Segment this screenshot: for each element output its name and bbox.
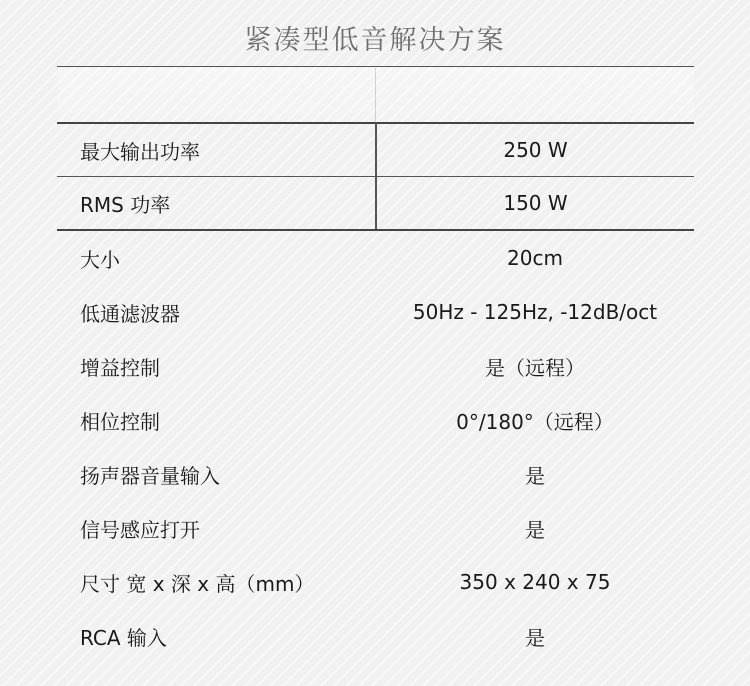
faded-column-divider: [375, 68, 376, 122]
spec-value: 是: [525, 517, 545, 542]
spec-value: 150 W: [376, 177, 694, 231]
spec-value: 0°/180°（远程）: [456, 409, 614, 434]
spec-value: 是（远程）: [485, 355, 585, 380]
spec-value: 是: [525, 625, 545, 650]
table-row: [57, 609, 694, 663]
faded-header-band: [57, 68, 694, 122]
table-row: [57, 447, 694, 501]
spec-label: 扬声器音量输入: [80, 463, 220, 488]
table-row: [57, 339, 694, 393]
table-row: [57, 285, 694, 339]
spec-label: 尺寸 宽 x 深 x 高（mm）: [80, 571, 315, 596]
table-row: [57, 230, 694, 285]
table-row: [57, 501, 694, 555]
table-row: [57, 393, 694, 447]
spec-label: 大小: [80, 247, 120, 272]
header-rule: [57, 66, 694, 67]
spec-label: RMS 功率: [57, 177, 376, 231]
spec-label: RCA 输入: [80, 625, 167, 650]
spec-value: 20cm: [507, 246, 563, 270]
spec-label: 信号感应打开: [80, 517, 200, 542]
spec-label: 最大输出功率: [57, 123, 376, 177]
spec-value: 350 x 240 x 75: [459, 570, 611, 594]
spec-value: 250 W: [376, 123, 694, 177]
spec-label: 相位控制: [80, 409, 160, 434]
page-title: 紧凑型低音解决方案: [244, 25, 506, 56]
table-row: [57, 555, 694, 609]
spec-value: 是: [525, 463, 545, 488]
spec-table: [57, 122, 694, 663]
table-row: [57, 177, 694, 231]
spec-label: 低通滤波器: [80, 301, 180, 326]
table-row: [57, 123, 694, 177]
spec-value: 50Hz - 125Hz, -12dB/oct: [412, 300, 658, 324]
spec-label: 增益控制: [80, 355, 160, 380]
